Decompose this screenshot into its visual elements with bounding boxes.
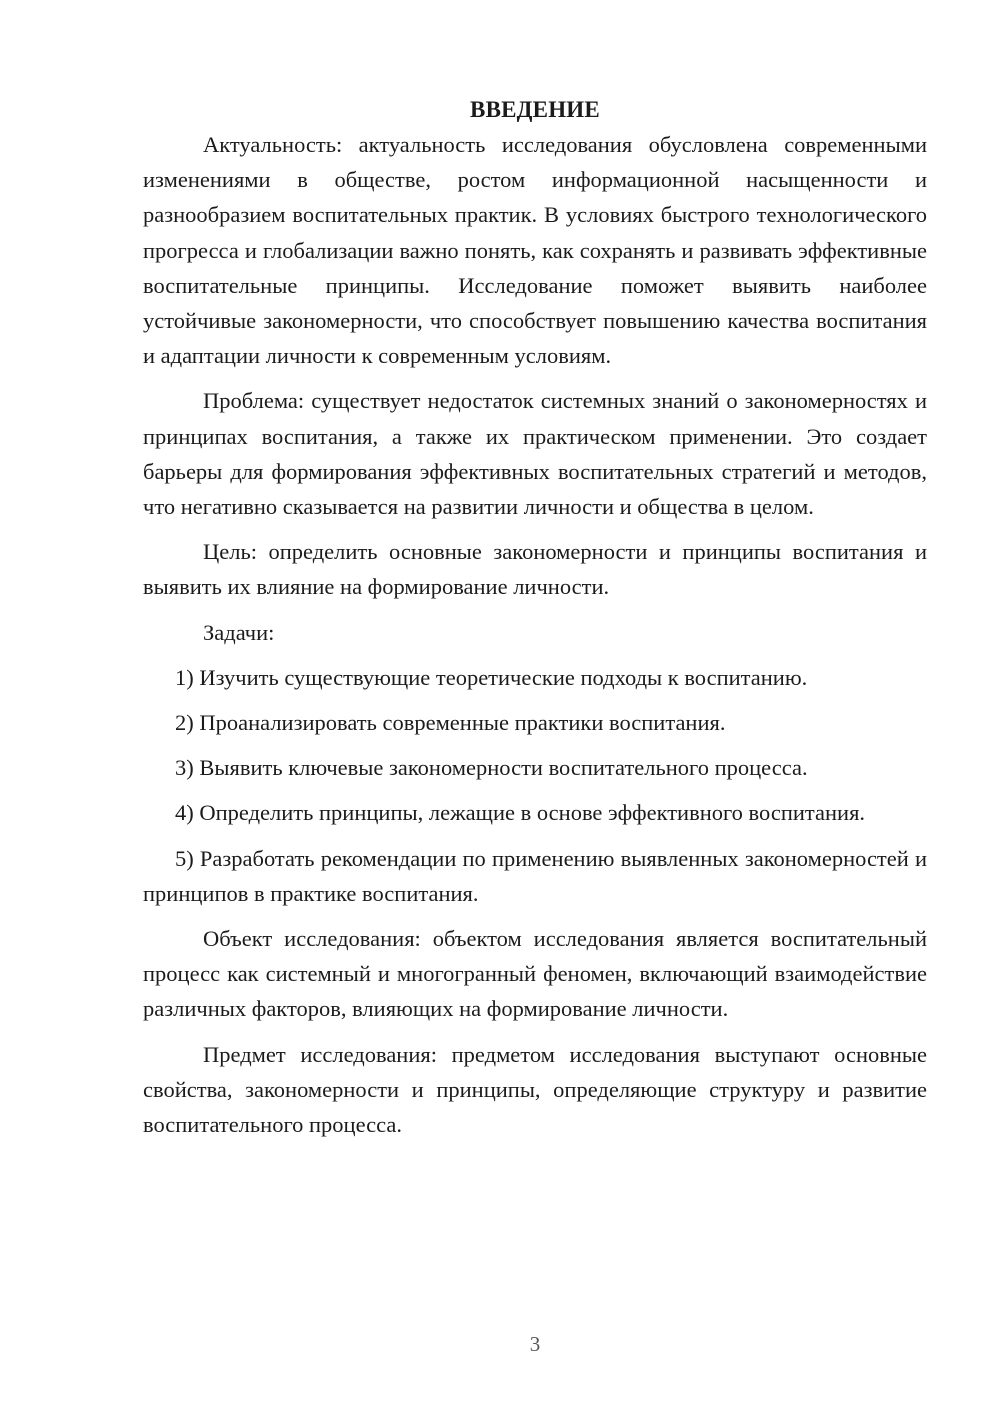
task-item-4: 4) Определить принципы, лежащие в основе эффективного воспитания. <box>175 800 866 826</box>
paragraph-problem: Проблема: существует недостаток системных знаний о закономерностях и принципах воспитания, а также их практическом применении. Это создает барьеры для формирования эффективных воспитательных стратегий и методов, что негативно сказывается на развитии личности и общества в целом. <box>143 388 927 520</box>
paragraph-goal: Цель: определить основные закономерности и принципы воспитания и выявить их влияние на формирование личности. <box>143 539 927 600</box>
task-item-5: 5) Разработать рекомендации по применению выявленных закономерностей и принципов в практике воспитания. <box>143 845 927 906</box>
task-item-1: 1) Изучить существующие теоретические подходы к воспитанию. <box>175 664 808 690</box>
task-item-2: 2) Проанализировать современные практики воспитания. <box>175 710 726 736</box>
paragraph-object: Объект исследования: объектом исследования является воспитательный процесс как системный и многогранный феномен, включающий взаимодействие различных факторов, влияющих на формирование личности. <box>143 926 927 1022</box>
section-title: ВВЕДЕНИЕ <box>470 97 600 122</box>
task-item-3: 3) Выявить ключевые закономерности воспитательного процесса. <box>175 755 808 781</box>
paragraph-subject: Предмет исследования: предметом исследования выступают основные свойства, закономерности и принципы, определяющие структуру и развитие воспитательного процесса. <box>143 1041 927 1138</box>
page-number: 3 <box>529 1332 541 1356</box>
paragraph-relevance: Актуальность: актуальность исследования обусловлена современными изменениями в обществе, ростом информационной насыщенности и разнообразием воспитательных практик. В условиях быстрого технологического прогресса и глобализации важно понять, как сохранять и развивать эффективные воспитательные принципы. Исследование поможет выявить наиболее устойчивые закономерности, что способствует повышению качества воспитания и адаптации личности к современным условиям. <box>143 132 927 369</box>
document-page <box>143 92 927 1152</box>
tasks-heading: Задачи: <box>203 619 275 645</box>
